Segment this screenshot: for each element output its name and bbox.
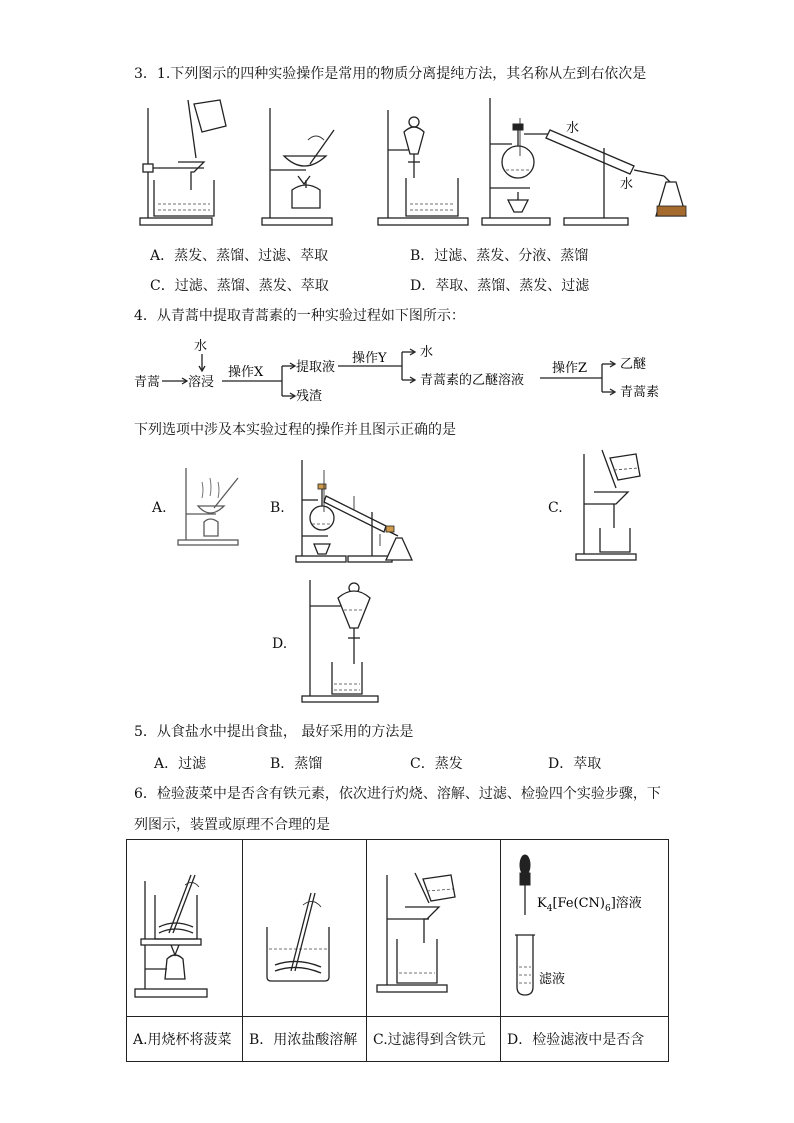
reagent-end: ]溶液: [610, 896, 642, 911]
reagent-sub-6: 6: [605, 904, 611, 914]
flow-product: 青蒿素: [620, 385, 660, 400]
q3-option-b[interactable]: B．过滤、蒸发、分液、蒸馏: [410, 248, 589, 264]
q5-option-a[interactable]: A．过滤: [154, 756, 207, 772]
q6-caption-b[interactable]: B．用浓盐酸溶解: [243, 1017, 367, 1062]
q6-caption-c[interactable]: C.过滤得到含铁元: [367, 1017, 501, 1062]
q3-filtration-apparatus: [140, 100, 226, 225]
flow-start: 青蒿: [134, 375, 161, 390]
q6-caption-a[interactable]: A.用烧杯将菠菜: [127, 1017, 243, 1062]
q3-water-out-label: 水: [620, 177, 634, 192]
q6-dissolving-apparatus: [243, 841, 365, 1011]
flow-op-x: 操作X: [228, 365, 264, 380]
flow-op-z: 操作Z: [552, 361, 588, 376]
q4-option-d-figure: [298, 576, 388, 706]
q6-caption-d[interactable]: D．检验滤液中是否含: [501, 1017, 669, 1062]
q3-option-a[interactable]: A．蒸发、蒸馏、过滤、萃取: [150, 248, 329, 264]
flow-step1: 溶浸: [188, 375, 215, 390]
q4-flow-diagram: [130, 334, 670, 404]
q3-option-d[interactable]: D．萃取、蒸馏、蒸发、过滤: [410, 278, 590, 294]
q4-option-d-label[interactable]: D.: [272, 636, 288, 652]
q3-separation-apparatus: [378, 110, 468, 225]
reagent-k: K: [537, 896, 547, 911]
q6-cell-c-figure[interactable]: [367, 840, 501, 1017]
q6-burning-apparatus: [127, 841, 241, 1011]
q6-filtration-apparatus: [367, 841, 499, 1011]
flow-extract: 提取液: [296, 360, 336, 375]
q4-option-b-figure: [294, 456, 416, 566]
flow-ether: 乙醚: [620, 357, 647, 372]
q3-evaporation-apparatus: [262, 108, 334, 225]
q5-option-b[interactable]: B．蒸馏: [270, 756, 323, 772]
q6-stem-line1: 6．检验菠菜中是否含有铁元素，依次进行灼烧、溶解、过滤、检验四个实验步骤，下: [134, 786, 661, 802]
flow-op-y: 操作Y: [352, 351, 387, 366]
q5-stem: 5．从食盐水中提出食盐， 最好采用的方法是: [134, 724, 414, 740]
q6-options-table: [126, 839, 669, 1062]
q4-option-c-figure: [572, 446, 652, 564]
q3-distillation-apparatus: [482, 98, 686, 225]
q5-option-c[interactable]: C．蒸发: [410, 756, 463, 772]
filtrate-label: 滤液: [539, 972, 566, 987]
q3-option-c[interactable]: C．过滤、蒸馏、蒸发、萃取: [150, 278, 329, 294]
flow-ether-solution: 青蒿素的乙醚溶液: [420, 373, 525, 388]
q6-stem-line2: 列图示，装置或原理不合理的是: [134, 817, 330, 833]
q6-cell-d-figure[interactable]: [501, 840, 669, 1017]
svg-text:K4[Fe(CN)6]溶液: [537, 895, 642, 914]
flow-residue: 残渣: [296, 389, 323, 404]
q4-option-a-label[interactable]: A.: [152, 500, 167, 516]
q4-option-b-label[interactable]: B.: [270, 500, 285, 516]
q4-stem: 4．从青蒿中提取青蒿素的一种实验过程如下图所示：: [134, 308, 465, 324]
reagent-mid: [Fe(CN): [552, 896, 605, 911]
q6-cell-a-figure[interactable]: [127, 840, 243, 1017]
q4-option-a-figure: [176, 464, 248, 550]
q3-stem: 3．1.下列图示的四种实验操作是常用的物质分离提纯方法，其名称从左到右依次是: [134, 66, 647, 82]
q4-option-c-label[interactable]: C.: [548, 500, 563, 516]
flow-water-out: 水: [420, 345, 434, 360]
q3-apparatus-figure: [134, 92, 694, 232]
reagent-sub-4: 4: [546, 904, 553, 914]
flow-water: 水: [194, 339, 208, 354]
q5-option-d[interactable]: D．萃取: [548, 756, 602, 772]
q3-water-in-label: 水: [566, 121, 580, 136]
q6-testing-apparatus: [501, 841, 667, 1011]
q4-question: 下列选项中涉及本实验过程的操作并且图示正确的是: [134, 422, 456, 438]
q6-cell-b-figure[interactable]: [243, 840, 367, 1017]
